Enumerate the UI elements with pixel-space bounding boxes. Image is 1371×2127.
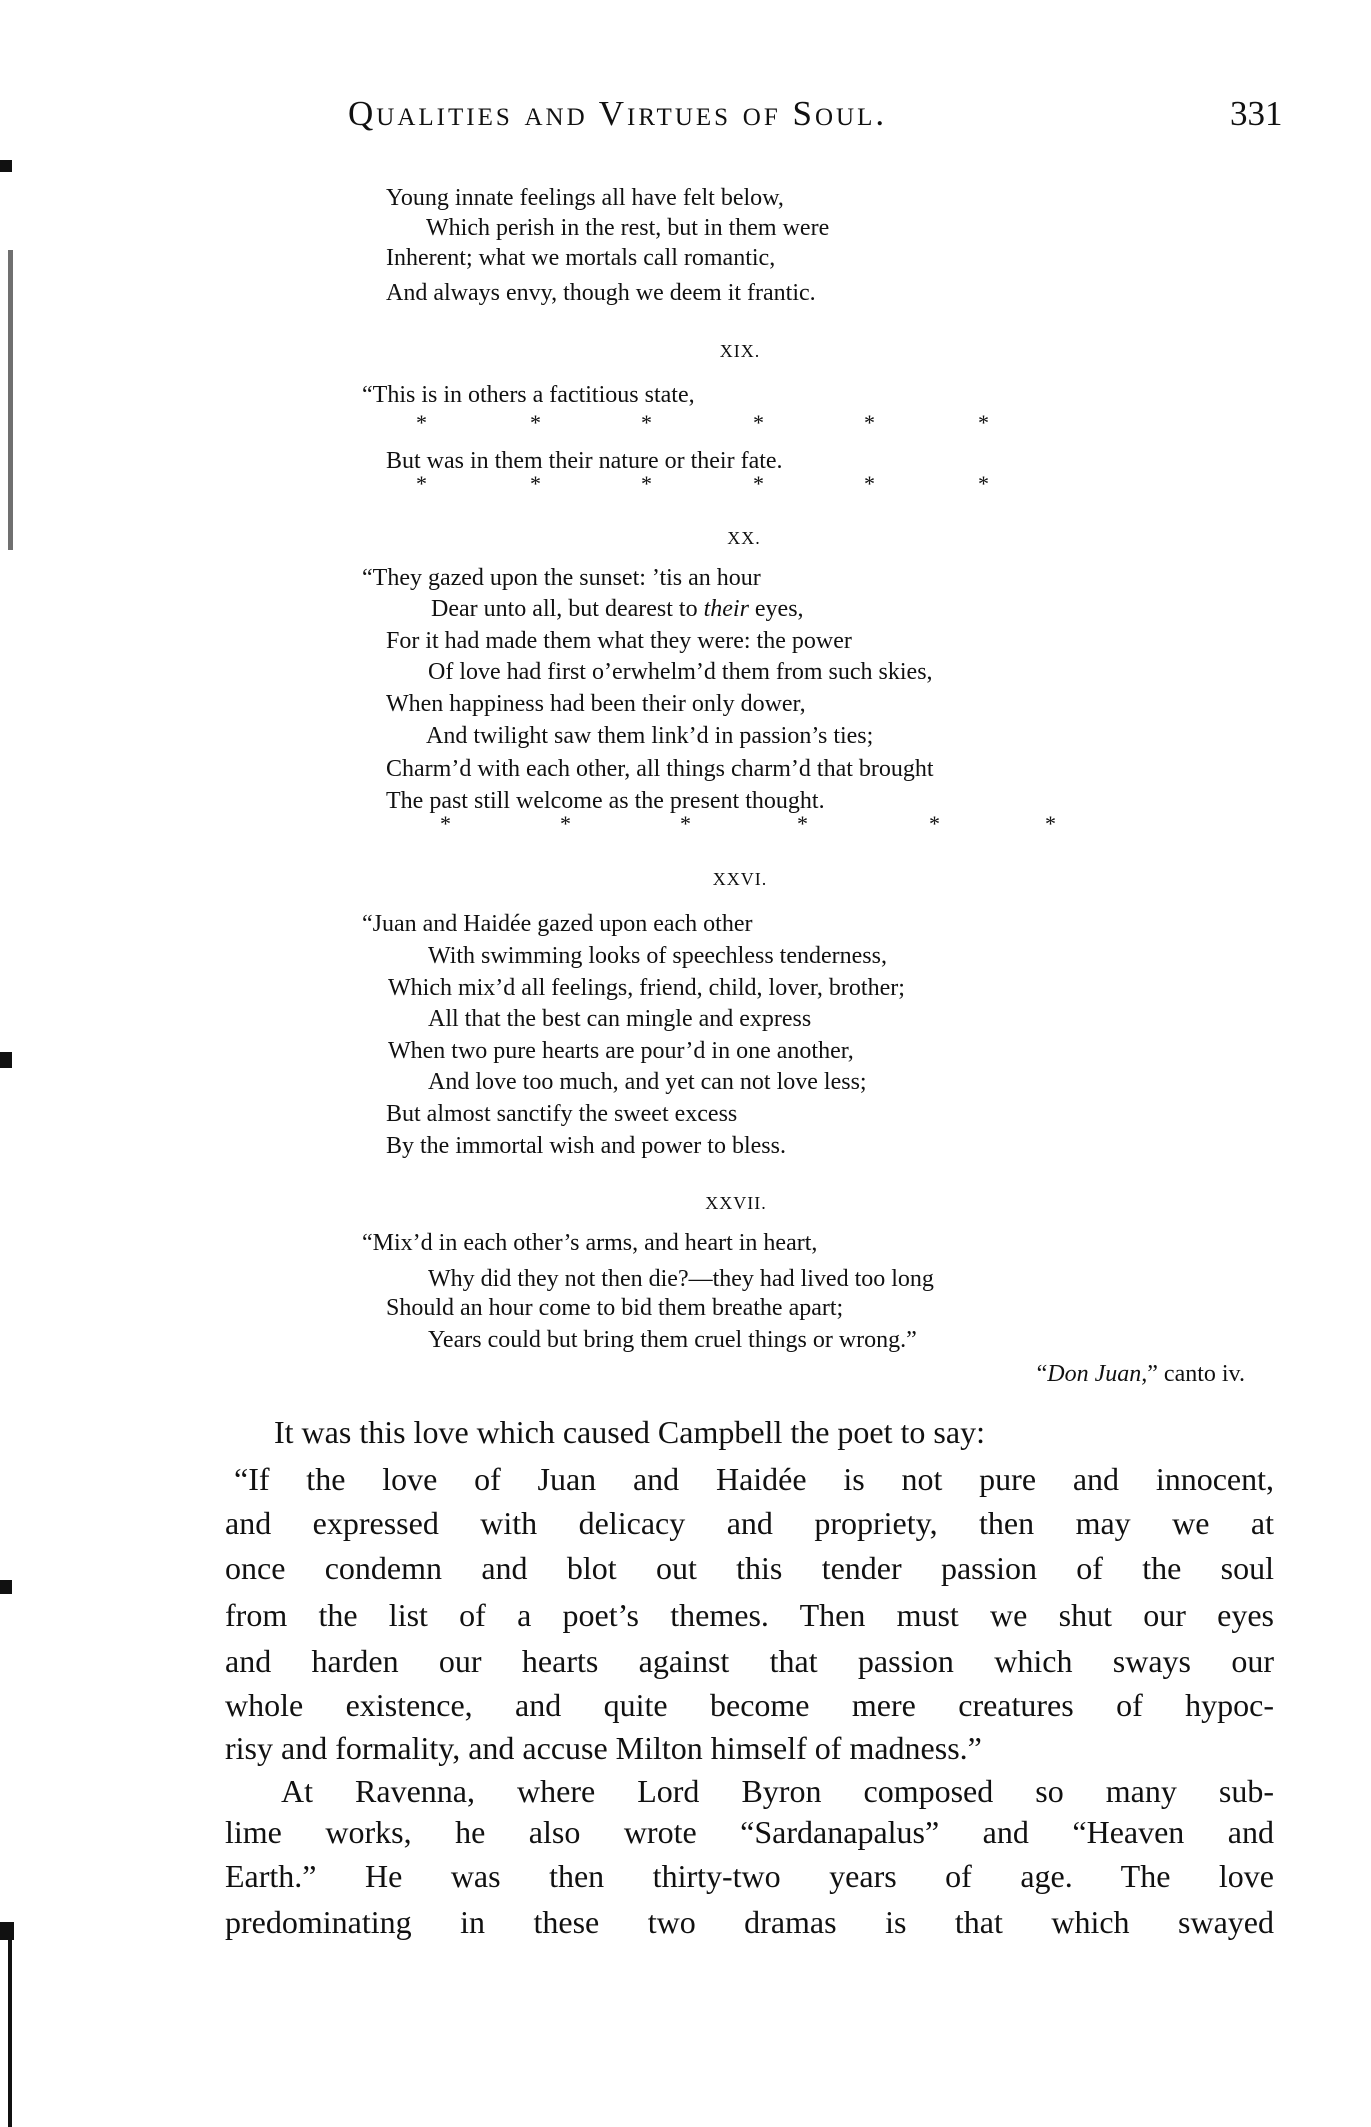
- body-line: “If the love of Juan and Haidée is not pure and innocent,: [234, 1461, 1274, 1497]
- text: ” canto iv.: [1147, 1361, 1245, 1387]
- star: *: [416, 471, 427, 496]
- body-line: risy and formality, and accuse Milton himself of madness.”: [225, 1730, 982, 1766]
- star: *: [1045, 811, 1056, 836]
- body-line: It was this love which caused Campbell the poet to say:: [274, 1414, 985, 1450]
- poem-line: Years could but bring them cruel things or wrong.”: [428, 1327, 917, 1353]
- scan-mark: [8, 1940, 12, 2127]
- scan-mark: [0, 1052, 12, 1068]
- poem-line: With swimming looks of speechless tenderness,: [428, 943, 887, 969]
- scan-mark: [8, 250, 13, 550]
- poem-line: But was in them their nature or their fate.: [386, 448, 783, 474]
- scan-mark: [0, 160, 12, 172]
- star: *: [641, 410, 652, 435]
- attribution: [1037, 1359, 1245, 1389]
- poem-line: When happiness had been their only dower,: [386, 691, 806, 717]
- poem-line: “They gazed upon the sunset: ’tis an hour: [362, 565, 761, 591]
- page-number: 331: [1230, 94, 1283, 133]
- star: *: [753, 471, 764, 496]
- poem-line: Which perish in the rest, but in them were: [426, 215, 830, 241]
- star: *: [864, 410, 875, 435]
- body-line: whole existence, and quite become mere creatures of hypoc-: [225, 1687, 1274, 1723]
- star: *: [680, 811, 691, 836]
- poem-line: “Juan and Haidée gazed upon each other: [362, 911, 753, 937]
- stanza-heading: XXVII.: [705, 1193, 767, 1213]
- poem-line: “Mix’d in each other’s arms, and heart in heart,: [362, 1230, 818, 1256]
- scan-mark: [0, 1580, 12, 1594]
- poem-line: And always envy, though we deem it frantic.: [386, 280, 816, 306]
- poem-line: Should an hour come to bid them breathe apart;: [386, 1295, 844, 1321]
- poem-line: The past still welcome as the present thought.: [386, 788, 825, 814]
- poem-line: Which mix’d all feelings, friend, child, lover, brother;: [388, 975, 905, 1001]
- body-line: and expressed with delicacy and propriety, then may we at: [225, 1505, 1274, 1541]
- poem-line: When two pure hearts are pour’d in one another,: [388, 1038, 854, 1064]
- body-line: At Ravenna, where Lord Byron composed so many sub-: [281, 1773, 1274, 1809]
- star: *: [978, 471, 989, 496]
- stanza-heading: XIX.: [719, 341, 761, 361]
- poem-line: By the immortal wish and power to bless.: [386, 1133, 786, 1159]
- poem-line: All that the best can mingle and express: [428, 1006, 812, 1032]
- poem-line: But almost sanctify the sweet excess: [386, 1101, 738, 1127]
- work-title: Don Juan,: [1047, 1361, 1148, 1387]
- body-line: once condemn and blot out this tender passion of the soul: [225, 1550, 1274, 1586]
- star: *: [641, 471, 652, 496]
- running-header: Qualities and Virtues of Soul.: [348, 94, 888, 133]
- text: eyes,: [748, 596, 804, 622]
- poem-line: And love too much, and yet can not love less;: [428, 1069, 867, 1095]
- stanza-heading: XX.: [727, 528, 761, 548]
- star: *: [530, 471, 541, 496]
- star: *: [416, 410, 427, 435]
- star: *: [929, 811, 940, 836]
- poem-line: Charm’d with each other, all things charm’d that brought: [386, 756, 934, 782]
- poem-line: “This is in others a factitious state,: [362, 382, 695, 408]
- star: *: [440, 811, 451, 836]
- star: *: [797, 811, 808, 836]
- stanza-heading: XXVI.: [712, 869, 768, 889]
- poem-line: Why did they not then die?—they had lived too long: [428, 1266, 934, 1292]
- body-line: Earth.” He was then thirty-two years of age. The love: [225, 1858, 1274, 1894]
- poem-line: Young innate feelings all have felt below,: [386, 185, 784, 211]
- star: *: [530, 410, 541, 435]
- poem-line: And twilight saw them link’d in passion’s ties;: [426, 723, 874, 749]
- poem-line: Inherent; what we mortals call romantic,: [386, 245, 776, 271]
- body-line: from the list of a poet’s themes. Then must we shut our eyes: [225, 1597, 1274, 1633]
- poem-line: Of love had first o’erwhelm’d them from such skies,: [428, 659, 933, 685]
- star: *: [753, 410, 764, 435]
- body-line: and harden our hearts against that passion which sways our: [225, 1643, 1274, 1679]
- text: “: [1036, 1361, 1048, 1387]
- poem-line: For it had made them what they were: the power: [386, 628, 852, 654]
- text: Dear unto all, but dearest to: [431, 596, 704, 622]
- emphasis: their: [703, 596, 749, 622]
- star: *: [864, 471, 875, 496]
- scan-mark: [0, 1922, 14, 1940]
- body-line: predominating in these two dramas is that which swayed: [225, 1904, 1274, 1940]
- body-line: lime works, he also wrote “Sardanapalus” and “Heaven and: [225, 1814, 1274, 1850]
- poem-line: [431, 594, 804, 624]
- star: *: [978, 410, 989, 435]
- star: *: [560, 811, 571, 836]
